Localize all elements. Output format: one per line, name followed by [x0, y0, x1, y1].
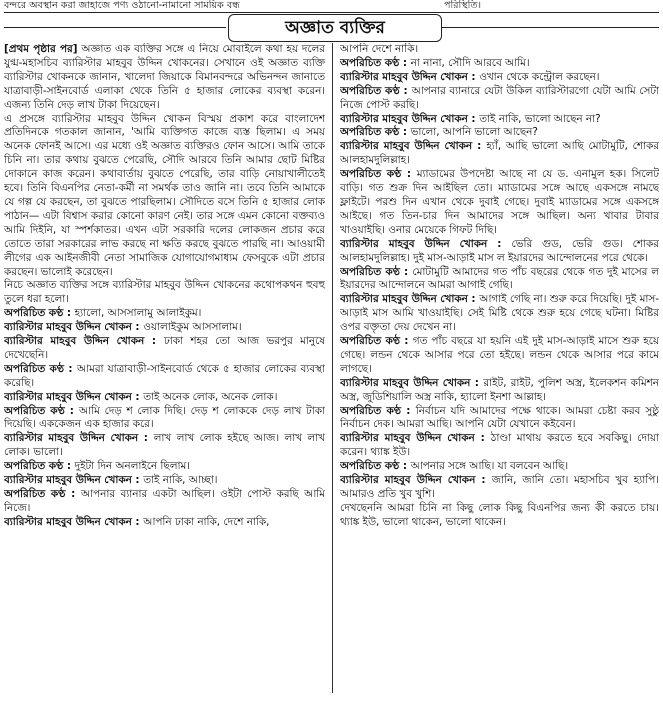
speaker-label: ব্যারিস্টার মাহবুব উদ্দিন খোকন	[340, 70, 468, 83]
speaker-label: ব্যারিস্টার মাহবুব উদ্দিন খোকন	[340, 474, 476, 487]
speaker-label: ব্যারিস্টার মাহবুব উদ্দিন খোকন	[340, 432, 475, 445]
dialog-line	[340, 266, 659, 294]
dialog-line	[340, 238, 659, 266]
dialog-text: না নানা, সৌদি আরবে আমি।	[410, 56, 530, 69]
dialog-text: ভেরি গুড, ভেরি গুড। শোকর আলহামদুলিল্লাহ। দুই মাস-আড়াই মাস ল ইয়ারদের আন্দোলনের পরে থেকে।	[340, 237, 659, 264]
dialog-text: ভালো, আপনি ভালো আছেন?	[410, 126, 538, 139]
title-rule-right	[442, 27, 659, 28]
dialog-line	[4, 474, 325, 488]
dialog-text: ঠাণ্ডা মাথায় করতে হবে সবকিছু। দোয়া করেন। থ্যাঙ্ক ইউ।	[340, 432, 659, 459]
speaker-label: অপরিচিত কণ্ঠ	[4, 488, 66, 500]
speaker-label: ব্যারিস্টার মাহবুব উদ্দিন খোকন	[340, 376, 471, 389]
dialog-line	[340, 474, 659, 502]
dialog-line	[340, 140, 659, 168]
speaker-label: অপরিচিত কণ্ঠ	[340, 84, 400, 97]
dialog-text: আগাই গেছি না। শুরু করে দিয়েছি। দুই মাস-আড়াই মাস আমি খাওয়াইছি। সেই মিষ্টি থেকে শুরু হয়ে গেছে ঘটনা। মিষ্টির ওপর বক্তৃতা দেয় দেখেন না।	[340, 293, 659, 334]
speaker-colon: :	[399, 265, 413, 278]
dialog-text: আপনার ব্যানার একটা আছিল। ওইটা পোস্ট করছি আমি নিজে।	[4, 488, 325, 514]
speaker-label: অপরিচিত কণ্ঠ	[340, 265, 400, 278]
dialog-text: তাই নাকি, ভালো আছেন না?	[479, 112, 601, 125]
speaker-label: ব্যারিস্টার মাহবুব উদ্দিন খোকন	[4, 390, 132, 403]
speaker-label: অপরিচিত কণ্ঠ	[340, 126, 400, 139]
dialog-line	[340, 432, 659, 460]
speaker-label: ব্যারিস্টার মাহবুব উদ্দিন খোকন	[4, 432, 139, 445]
speaker-colon: :	[65, 488, 81, 500]
dialog-text: নির্বাচন যদি আমাদের পক্ষে থাকে। আমরা চেষ্টা করব সুষ্ঠু নির্বাচন দেক। আমরা আছি। আপনি যেটা যেখানে কইবেন।	[340, 404, 659, 431]
speaker-label: ব্যারিস্টার মাহবুব উদ্দিন খোকন	[340, 293, 468, 306]
dialog-line	[340, 71, 659, 85]
continuation-marker: [প্রথম পৃষ্ঠার পর]	[4, 43, 78, 55]
dialog-line	[340, 85, 659, 113]
speaker-colon: :	[401, 168, 417, 181]
speaker-colon: :	[64, 404, 79, 417]
speaker-colon: :	[399, 126, 411, 139]
speaker-label: অপরিচিত কণ্ঠ	[340, 168, 402, 181]
left-dialog	[4, 307, 325, 530]
dialog-line	[4, 363, 325, 391]
speaker-colon: :	[399, 84, 412, 97]
speaker-colon: :	[131, 474, 144, 487]
dialog-line	[4, 460, 325, 474]
previous-article-tail: পরিস্থিতি।	[444, 0, 482, 11]
dialog-text: তাই নাকি, আচ্ছা।	[143, 474, 218, 487]
dialog-line	[340, 377, 659, 405]
dialog-line	[340, 168, 659, 238]
speaker-colon: :	[131, 321, 144, 334]
dialog-text: ম্যাডামের উপদেষ্টা আছে না যে ড. এনামুল হক। সিলেট বাড়ি। গত শুক্র দিন আইছিল তো। ম্যাডামের সঙ্গে আছে একসঙ্গে নামছে ফ্লাইটে। পরশু দিন এখান থেকে দুবাই গেছে। দুবাই ম্যাডামের সঙ্গে একসঙ্গে আইছে। গত তিন-চার দিন আমাদের সঙ্গে আছিল। অন্য খাবার টাবার খাওয়াইছি। ওনার মেয়েকে গিফট দিছি।	[340, 168, 659, 236]
speaker-colon: :	[467, 70, 480, 83]
speaker-colon: :	[138, 432, 154, 445]
dialog-text: তাই অনেক লোক, অনেক লোক।	[143, 390, 278, 403]
speaker-label: অপরিচিত কণ্ঠ	[4, 307, 64, 320]
right-continuation: আপনি দেশে নাকি।	[340, 43, 419, 55]
speaker-colon: :	[144, 335, 164, 348]
dialog-line	[4, 432, 325, 460]
dialog-line	[340, 460, 659, 474]
speaker-colon: :	[131, 390, 144, 403]
dialog-line	[340, 113, 659, 127]
dialog-line	[340, 335, 659, 377]
intro-paragraph	[4, 43, 325, 113]
dialog-text: হ্যাঁ, আছি ভালো আছি মোটামুটি, শোকর আলহামদুলিল্লাহ।	[340, 140, 659, 167]
paragraph-3: নিচে অজ্ঞাত ব্যক্তির সঙ্গে ব্যারিস্টার মাহবুব উদ্দিন খোকনের কথোপকথন হুবহু তুলে ধরা হলো।	[4, 279, 325, 306]
speaker-label: অপরিচিত কণ্ঠ	[4, 362, 64, 375]
speaker-label: অপরিচিত কণ্ঠ	[340, 335, 400, 348]
dialog-text: জানি, জানি তো। মহাসচিব খুব হ্যাপি। আমারও প্রতি খুব খুশি।	[340, 474, 659, 500]
article-title: অজ্ঞাত ব্যক্তির	[228, 14, 442, 42]
speaker-colon: :	[467, 293, 480, 306]
speaker-colon: :	[63, 460, 75, 473]
speaker-colon: :	[487, 237, 512, 250]
dialog-line	[4, 516, 325, 530]
dialog-text: আপনার ব্যানারে যেটা উকিল ব্যারিস্টারগো যেটা আমি সেটা নিজে পোস্ট করছি।	[340, 84, 659, 111]
speaker-colon: :	[399, 460, 411, 473]
dialog-text: আপনি ঢাকা নাকি, দেশে নাকি,	[143, 515, 270, 528]
right-column	[340, 43, 659, 700]
right-dialog	[340, 57, 659, 502]
speaker-colon: :	[131, 515, 144, 528]
dialog-text: গত পাঁচ বছরে যা হয়নি এই দুই মাস-আড়াই মাসে শুরু হয়ে গেছে। লন্ডন থেকে আসার পরে তো হইছে। লন্ডন থেকে আসার পরে কামে লাগছে।	[340, 335, 659, 375]
speaker-colon: :	[399, 335, 413, 348]
dialog-line	[4, 335, 325, 363]
dialog-line	[4, 405, 325, 433]
dialog-text: দুইটা দিন অনলাইনে ছিলাম।	[74, 460, 190, 473]
dialog-line	[340, 293, 659, 335]
speaker-label: ব্যারিস্টার মাহবুব উদ্দিন খোকন	[4, 321, 132, 334]
speaker-label: ব্যারিস্টার মাহবুব উদ্দিন খোকন	[4, 335, 145, 348]
dialog-text: ওয়ালাইকুম আসসালাম।	[143, 321, 242, 334]
paragraph-2: এ প্রসঙ্গে ব্যারিস্টার মাহবুব উদ্দিন খোকন বিস্ময় প্রকাশ করে বাংলাদেশ প্রতিদিনকে গতকাল জানান, 'আমি ব্যক্তিগত কাজে ব্যস্ত ছিলাম। এ সময় অনেক ফোনই আসে। এর মধ্যে ওই অজ্ঞাত ব্যক্তিরও ফোন আসে। আমি তাকে চিনি না। তার কথায় বুঝতে পেরেছি, সৌদি আরবে তিনি আমার ছোট মিষ্টির দোকানে কাজ করেন। কথাবার্তায় বুঝতে পেরেছি, তার বাড়ি নোয়াখালীতেই হবে। তিনি বিএনপির নেতা-কর্মী না সমর্থক তাও জানি না। তবে তিনি আমাকে যে গল্প যে করছেন, তা বুঝতে পারছিলাম। সৌদিতে বসে তিনি ৫ হাজার লোক পাঠান— এটা বিশ্বাস করার কোনো কারণ নেই। তার সঙ্গে এমন কোনো বক্তব্যও আমি দিইনি, যা স্পর্শকাতর। এখন এটা সরকারি দলের লোকজন প্রচার করে তোতে তারা সরকারের লাভ করছে না ক্ষতি করছে বুঝতে পারছি না। আওয়ামী লীগের এক আইনজীবী নেতা সামাজিক যোগাযোগমাধ্যম ফেসবুকে এটা প্রচার করছেন। ভালোই করেছেন।	[4, 112, 325, 278]
speaker-colon: :	[63, 307, 75, 320]
dialog-line	[340, 405, 659, 433]
speaker-label: অপরিচিত কণ্ঠ	[4, 460, 64, 473]
speaker-label: ব্যারিস্টার মাহবুব উদ্দিন খোকন	[340, 237, 488, 250]
dialog-line	[4, 321, 325, 335]
speaker-colon: :	[467, 112, 480, 125]
title-rule-left	[4, 27, 226, 28]
dialog-text: ওখান থেকে কন্ট্রোল করছেন।	[479, 70, 600, 83]
previous-article-text: বন্দরে অবস্থান করা জাহাজে পণ্য ওঠানো-নামানো সাময়িক বন্ধ	[4, 0, 240, 11]
speaker-label: অপরিচিত কণ্ঠ	[340, 56, 400, 69]
speaker-colon: :	[399, 56, 411, 69]
speaker-colon: :	[474, 432, 491, 445]
speaker-label: ব্যারিস্টার মাহবুব উদ্দিন খোকন	[4, 515, 132, 528]
closing-paragraph: দেখছেননি আমরা চিনি না কিছু লোক কিছু বিএনপির জন্য কী করতে চায়। থ্যাঙ্ক ইউ, ভালো থাকেন, ভালো থাকেন।	[340, 501, 659, 528]
dialog-text: আমরা যাত্রাবাড়ী-সাইনবোর্ড থেকে ৫ হাজার লোকের ব্যবস্থা করেছি।	[4, 362, 325, 389]
dialog-line	[4, 307, 325, 321]
speaker-colon: :	[470, 376, 484, 389]
dialog-text: লাখ লাখ লোক হইছে আজ। লাখ লাখ লোক। ভালো।	[4, 432, 325, 459]
speaker-label: ব্যারিস্টার মাহবুব উদ্দিন খোকন	[4, 474, 132, 487]
dialog-text: মোটামুটি আমাদের গত পাঁচ বছরের থেকে গত দুই মাসের ল ইয়ারদের আন্দোলনে আমরা আগাই গেছি।	[340, 265, 659, 292]
dialog-text: হ্যালো, আসসালামু আলাইকুম।	[74, 307, 202, 320]
speaker-label: অপরিচিত কণ্ঠ	[340, 404, 401, 417]
left-column	[4, 43, 325, 700]
speaker-label: ব্যারিস্টার মাহবুব উদ্দিন খোকন	[340, 140, 473, 153]
speaker-label: অপরিচিত কণ্ঠ	[340, 460, 400, 473]
dialog-text: ঢাকা শহর তো আজ ভরপুর মানুষে দেখেছেনি।	[4, 335, 325, 361]
intro-text: অজ্ঞাত এক ব্যক্তির সঙ্গে এ নিয়ে মোবাইলে কথা হয় দলের যুগ্ম-মহাসচিব ব্যারিস্টার মাহবুব উদ্দিন খোকনের। সেখানে ওই অজ্ঞাত ব্যক্তি ব্যারিস্টার খোকনকে জানান, খালেদা জিয়াকে বিমানবন্দরে অভিনন্দন জানাতে যাত্রাবাড়ী-সাইনবোর্ড এলাকা থেকে তিনি ৫ হাজার লোকের ব্যবস্থা করেন। এজন্য তিনি দেড় লাখ টাকা দিয়েছেন।	[4, 43, 325, 111]
previous-article-line	[4, 0, 659, 13]
speaker-colon: :	[475, 474, 492, 487]
speaker-label: ব্যারিস্টার মাহবুব উদ্দিন খোকন	[340, 112, 468, 125]
speaker-colon: :	[64, 362, 77, 375]
speaker-colon: :	[400, 404, 416, 417]
column-divider	[332, 43, 333, 693]
dialog-line	[340, 126, 659, 140]
dialog-line	[4, 391, 325, 405]
speaker-label: অপরিচিত কণ্ঠ	[4, 404, 65, 417]
dialog-line	[340, 57, 659, 71]
speaker-colon: :	[472, 140, 487, 153]
dialog-text: আপনার সঙ্গে আছি। যা বলবেন আছি।	[410, 460, 569, 473]
dialog-line	[4, 488, 325, 516]
dialog-text: আমি দেড় শ লোক দিছি। দেড় শ লোককে দেড় লাখ টাকা দিয়েছি। এককেজন এক হাজার করে।	[4, 404, 325, 431]
dialog-text: রাইট, রাইট, পুলিশ অস্ত্র, ইলেকশন কমিশন অস্ত্র, জুডিশিয়ালি অস্ত্র নাকি, হ্যালো ইনশা আল্লাহ।	[340, 376, 659, 403]
